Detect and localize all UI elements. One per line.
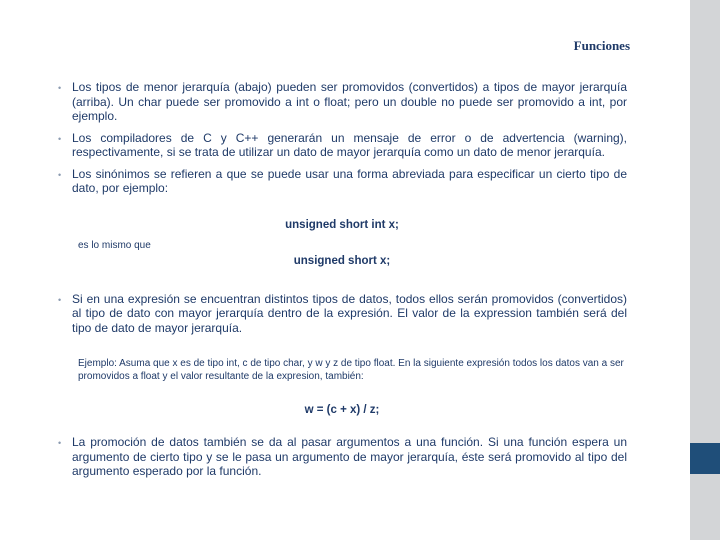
bullet-marker: • bbox=[58, 133, 62, 144]
bullet-marker: • bbox=[58, 294, 62, 305]
bullet-item-expression-promotion bbox=[57, 292, 627, 336]
bullet-text: Los tipos de menor jerarquía (abajo) pueden ser promovidos (convertidos) a tipos de mayor jerarquía (arriba). Un char puede ser promovido a int o float; pero un double no puede ser promovido a int, por ejemplo. bbox=[72, 80, 627, 123]
bullet-text: La promoción de datos también se da al pasar argumentos a una función. Si una función espera un argumento de cierto tipo y se le pasa un argumento de mayor jerarquía, éste será promovido al tipo del argumento esperado por la función. bbox=[72, 435, 627, 478]
example-note: Ejemplo: Asuma que x es de tipo int, c de tipo char, y w y z de tipo float. En la siguiente expresión todos los datos van a ser promovidos a float y el valor resultante de la expresion, también: bbox=[78, 358, 624, 382]
bullet-marker: • bbox=[58, 83, 62, 93]
code-example-unsigned-short: unsigned short x; bbox=[293, 254, 391, 267]
bullet-item-function-arguments bbox=[57, 435, 627, 479]
code-example-unsigned-short-int: unsigned short int x; bbox=[285, 218, 399, 231]
bullet-item-type-promotion bbox=[57, 80, 627, 124]
bullet-marker: • bbox=[58, 438, 62, 448]
bullet-marker: • bbox=[58, 169, 62, 180]
bullet-text: Los compiladores de C y C++ generarán un mensaje de error o de advertencia (warning), respectivamente, si se trata de utilizar un dato de mayor jerarquía como un dato de menor jerarquía. bbox=[72, 130, 627, 159]
bullet-item-synonyms bbox=[57, 167, 627, 196]
accent-square bbox=[690, 443, 720, 474]
slide-body bbox=[57, 80, 627, 479]
page-title: Funciones bbox=[573, 38, 630, 53]
bullet-text: Si en una expresión se encuentran distintos tipos de datos, todos ellos serán promovidos (convertidos) al tipo de dato con mayor jerarquía dentro de la expresión. El valor de la expression también será del tipo de dato de mayor jerarquía. bbox=[72, 291, 627, 335]
equivalence-note: es lo mismo que bbox=[78, 239, 151, 251]
bullet-item-compiler-warning bbox=[57, 131, 627, 160]
bullet-text: Los sinónimos se refieren a que se puede usar una forma abreviada para especificar un cierto tipo de dato, por ejemplo: bbox=[72, 166, 627, 195]
code-example-expression: w = (c + x) / z; bbox=[304, 404, 380, 416]
